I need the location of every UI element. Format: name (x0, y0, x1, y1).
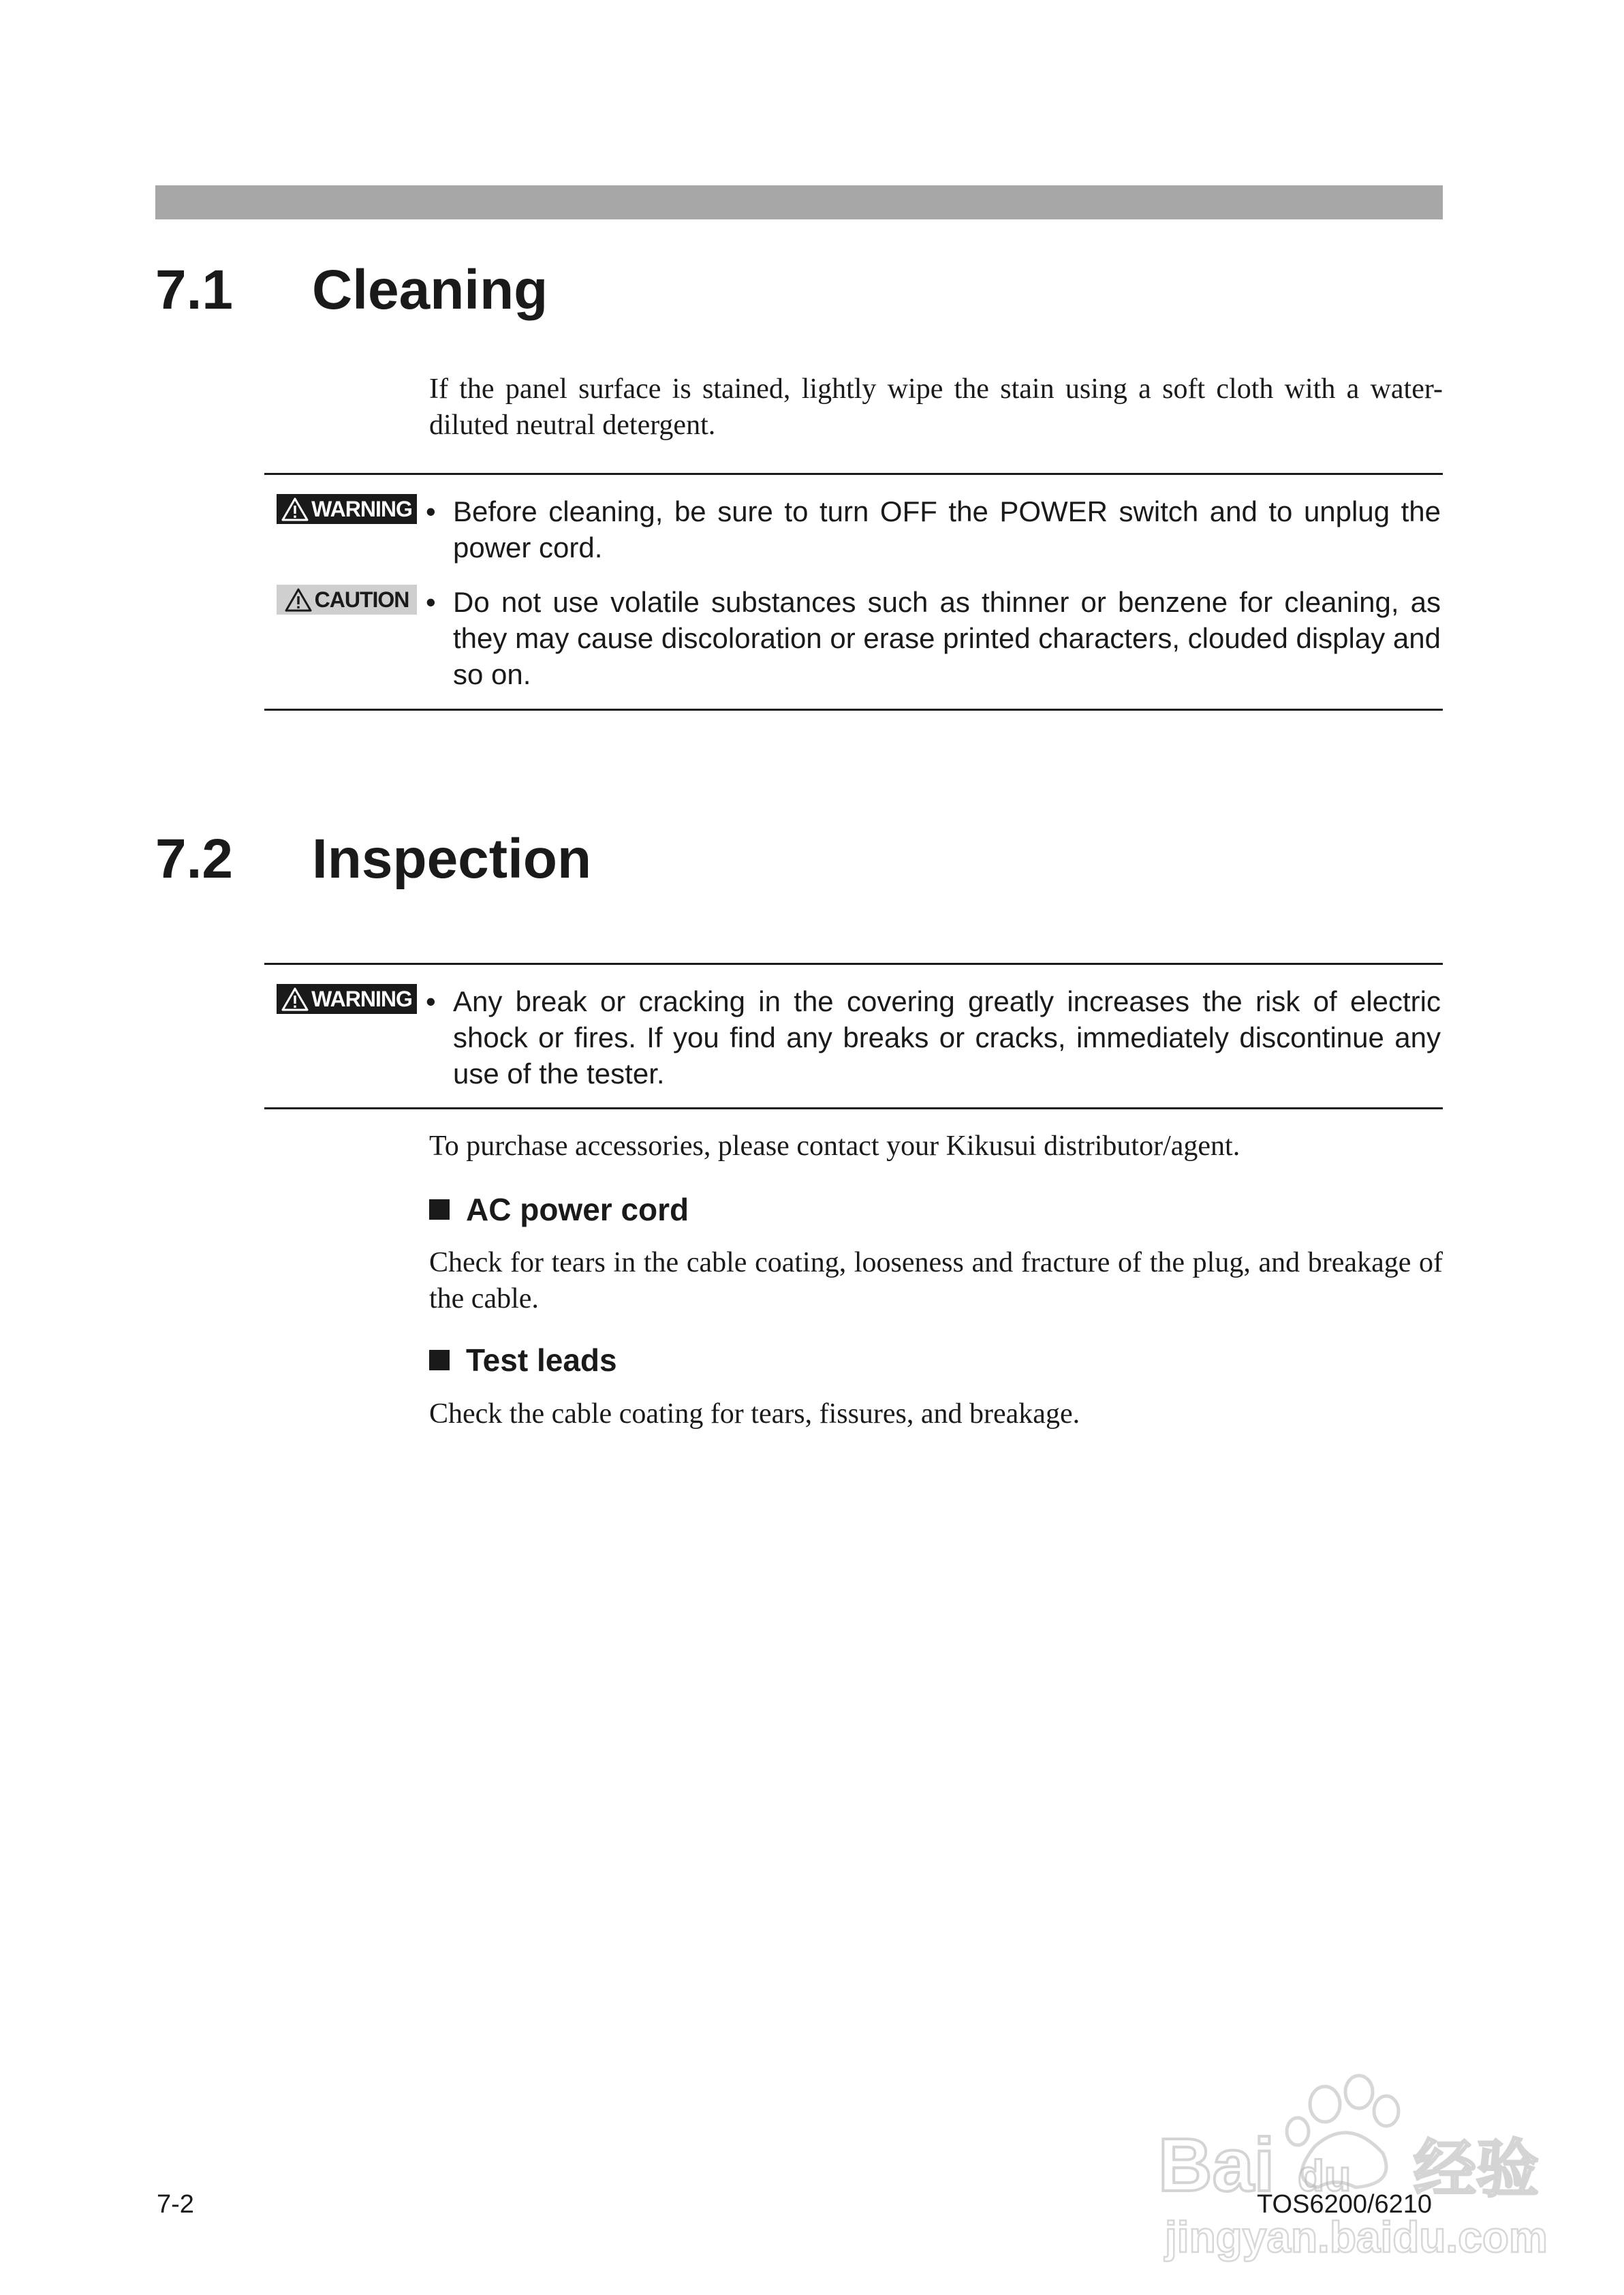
subheading-text: AC power cord (466, 1192, 689, 1227)
baidu-watermark-logo (1151, 2065, 1560, 2269)
svg-text:du: du (1298, 2151, 1352, 2200)
warning-triangle-icon (281, 497, 309, 521)
accessories-intro-paragraph: To purchase accessories, please contact your Kikusui distributor/agent. (429, 1130, 1240, 1162)
notice-top-rule (264, 473, 1443, 475)
subheading-ac-power-cord (429, 1194, 689, 1225)
page-number: 7-2 (157, 2190, 194, 2219)
caution-label: CAUTION (314, 587, 409, 612)
bullet: • (426, 495, 436, 527)
section-title: Inspection (312, 828, 592, 890)
warning-triangle-icon (281, 987, 309, 1011)
notice-top-rule (264, 963, 1443, 965)
warning-badge (277, 984, 417, 1014)
notice-bottom-rule (264, 1107, 1443, 1109)
svg-text:jingyan.baidu.com: jingyan.baidu.com (1165, 2213, 1548, 2262)
section-number: 7.2 (155, 828, 233, 890)
bullet: • (426, 586, 436, 618)
caution-notice (426, 584, 1441, 692)
subheading-test-leads (429, 1344, 617, 1376)
warning-notice-text: Before cleaning, be sure to turn OFF the POWER switch and to unplug the power cord. (453, 495, 1441, 564)
svg-text:经验: 经验 (1414, 2133, 1540, 2206)
cleaning-intro-paragraph: If the panel surface is stained, lightly wipe the stain using a soft cloth with a water-diluted neutral detergent. (429, 373, 1443, 441)
warning-notice (426, 493, 1441, 566)
subheading-text: Test leads (466, 1342, 617, 1378)
section-title: Cleaning (312, 259, 548, 321)
warning-badge (277, 494, 417, 524)
section-number: 7.1 (155, 259, 233, 321)
warning-notice (426, 983, 1441, 1092)
ac-power-cord-paragraph: Check for tears in the cable coating, looseness and fracture of the plug, and breakage of the cable. (429, 1247, 1443, 1314)
bullet: • (426, 985, 436, 1017)
model-number: TOS6200/6210 (1257, 2190, 1433, 2219)
notice-bottom-rule (264, 709, 1443, 711)
caution-notice-text: Do not use volatile substances such as thinner or benzene for cleaning, as they may cause discoloration or erase printed characters, clouded display and so on. (453, 586, 1441, 690)
svg-text:Bai: Bai (1158, 2123, 1275, 2207)
warning-label: WARNING (311, 986, 412, 1011)
warning-notice-text: Any break or cracking in the covering greatly increases the risk of electric shock or fires. If you find any breaks or cracks, immediately discontinue any use of the tester. (453, 985, 1441, 1090)
section-header-bar (155, 185, 1443, 219)
square-bullet-icon (429, 1350, 450, 1370)
square-bullet-icon (429, 1199, 450, 1220)
caution-triangle-icon (285, 587, 312, 612)
caution-badge (277, 585, 417, 615)
warning-label: WARNING (311, 496, 412, 521)
test-leads-paragraph: Check the cable coating for tears, fissures, and breakage. (429, 1398, 1080, 1430)
